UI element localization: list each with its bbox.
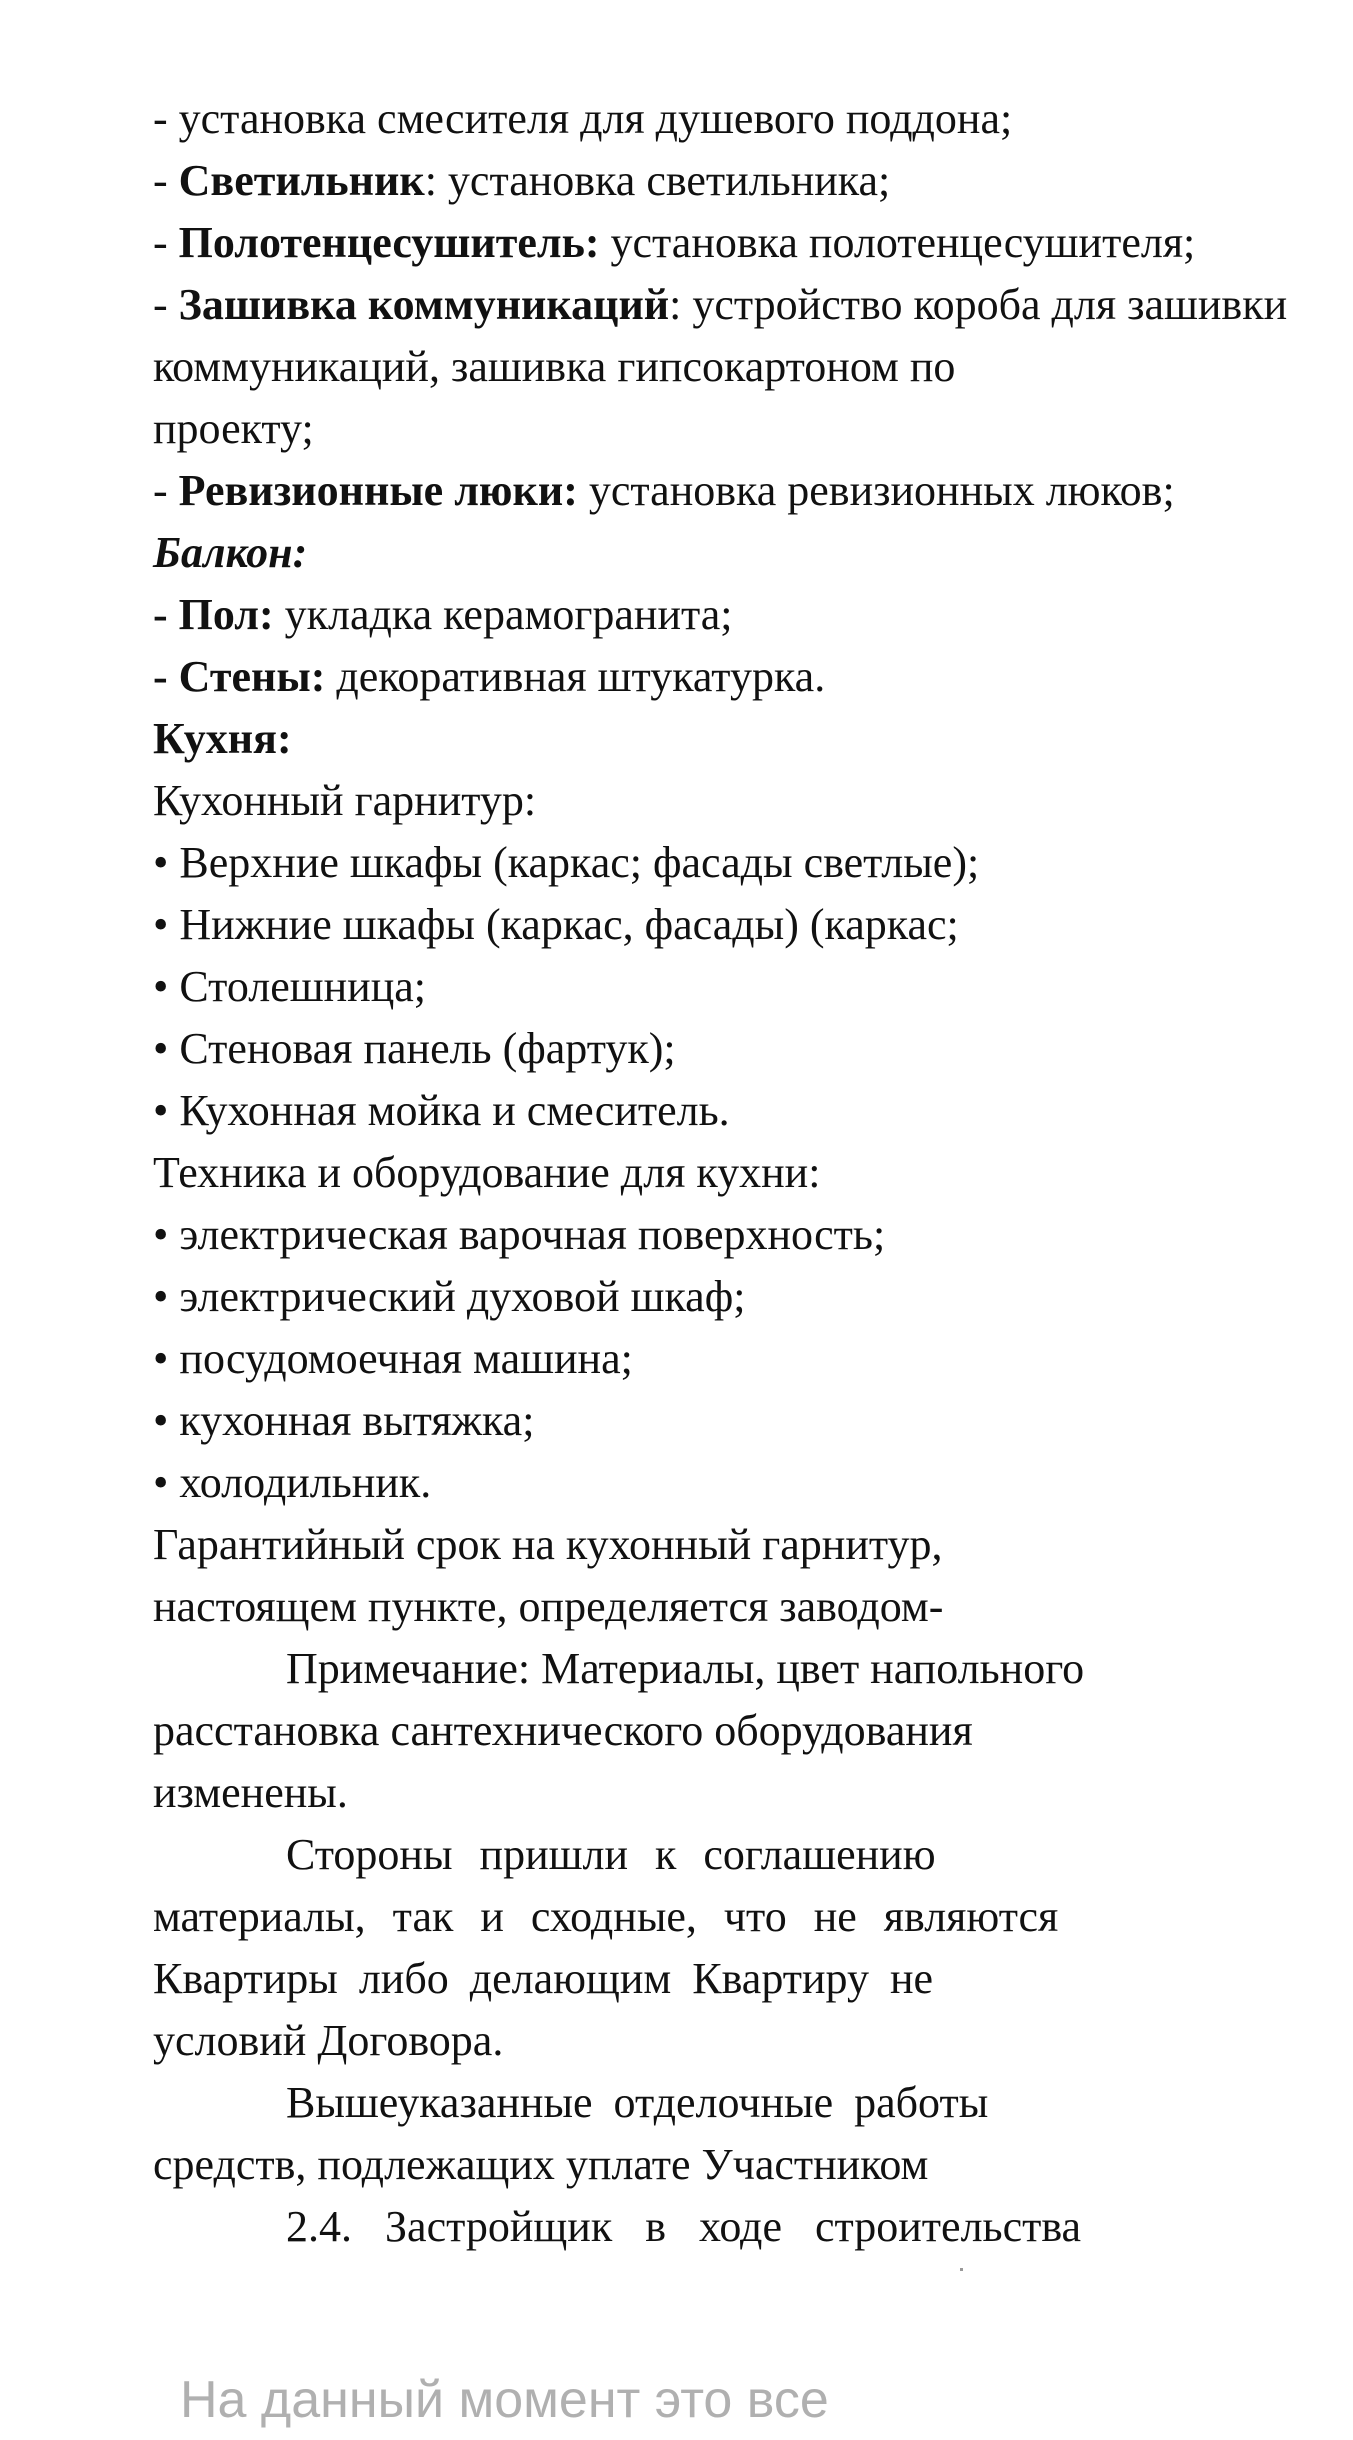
line-text: • Стеновая панель (фартук); [153,1024,676,1073]
line-text: - [153,218,179,267]
line-text: Гарантийный срок на кухонный гарнитур, [153,1520,943,1569]
bold-term: Кухня: [153,714,292,763]
document-line [153,1018,1353,1080]
document-line [153,1762,1353,1824]
line-text: материалы, так и сходные, что не являются [153,1892,1059,1941]
document-line [153,1328,1353,1390]
document-line [153,150,1353,212]
line-text: • холодильник. [153,1458,432,1507]
line-text: Примечание: Материалы, цвет напольного [286,1644,1085,1693]
document-line [153,460,1353,522]
line-text: • Кухонная мойка и смеситель. [153,1086,730,1135]
bold-term: Полотенцесушитель: [178,218,600,267]
line-text: Кухонный гарнитур: [153,776,537,825]
document-line [153,584,1353,646]
document-line [153,1452,1353,1514]
line-text: • Нижние шкафы (каркас, фасады) (каркас; [153,900,959,949]
document-line [153,956,1353,1018]
line-text: • кухонная вытяжка; [153,1396,535,1445]
document-line [153,1638,1353,1700]
document-line [153,832,1353,894]
document-line [153,1886,1353,1948]
line-text: : установка светильника; [424,156,891,205]
line-text: коммуникаций, зашивка гипсокартоном по [153,342,956,391]
line-text: • Столешница; [153,962,427,1011]
document-line [153,88,1353,150]
line-text: Квартиры либо делающим Квартиру не [153,1954,934,2003]
document-line [153,1700,1353,1762]
line-text: настоящем пункте, определяется заводом- [153,1582,944,1631]
document-line [153,522,1353,584]
document-line [153,2072,1353,2134]
document-line [153,894,1353,956]
document-line [153,1142,1353,1204]
line-text: укладка керамогранита; [273,590,733,639]
bold-term: - Стены: [153,652,326,701]
line-text: расстановка сантехнического оборудования [153,1706,973,1755]
line-text: установка ревизионных люков; [577,466,1175,515]
line-text: - [153,466,179,515]
line-text: • Верхние шкафы (каркас; фасады светлые); [153,838,980,887]
line-text: • электрический духовой шкаф; [153,1272,746,1321]
line-text: установка полотенцесушителя; [599,218,1196,267]
bold-term: Ревизионные люки: [178,466,578,515]
line-text: - [153,156,179,205]
line-text: проекту; [153,404,314,453]
document-line [153,2134,1353,2196]
footer-caption: На данный момент это все [180,2371,829,2429]
line-text: Вышеуказанные отделочные работы [286,2078,989,2127]
line-text: средств, подлежащих уплате Участником [153,2140,929,2189]
document-line [153,1390,1353,1452]
line-text: декоративная штукатурка. [325,652,826,701]
document-line [153,1948,1353,2010]
document-line [153,770,1353,832]
document-line [153,1080,1353,1142]
line-text: изменены. [153,1768,348,1817]
document-line [153,1514,1353,1576]
line-text: : устройство короба для зашивки [669,280,1288,329]
document-line [153,646,1353,708]
document-line [153,336,1353,398]
line-text: - [153,280,179,329]
bold-term: Зашивка коммуникаций [178,280,670,329]
document-line [153,274,1353,336]
document-line [153,2010,1353,2072]
document-line [153,2196,1353,2258]
bold-term: Светильник [178,156,425,205]
text-cursor-dot [960,2268,963,2271]
document-line [153,1824,1353,1886]
line-text: Техника и оборудование для кухни: [153,1148,821,1197]
document-line [153,1204,1353,1266]
document-line [153,398,1353,460]
bold-term: Балкон: [153,528,308,577]
bold-term: - Пол: [153,590,274,639]
line-text: Стороны пришли к соглашению [286,1830,936,1879]
document-line [153,212,1353,274]
line-text: - установка смесителя для душевого поддона; [153,94,1013,143]
line-text: • посудомоечная машина; [153,1334,633,1383]
line-text: 2.4. Застройщик в ходе строительства [286,2202,1082,2251]
line-text: условий Договора. [153,2016,504,2065]
document-line [153,1576,1353,1638]
document-line [153,708,1353,770]
document-line [153,1266,1353,1328]
document-page [153,88,1353,2258]
line-text: • электрическая варочная поверхность; [153,1210,886,1259]
